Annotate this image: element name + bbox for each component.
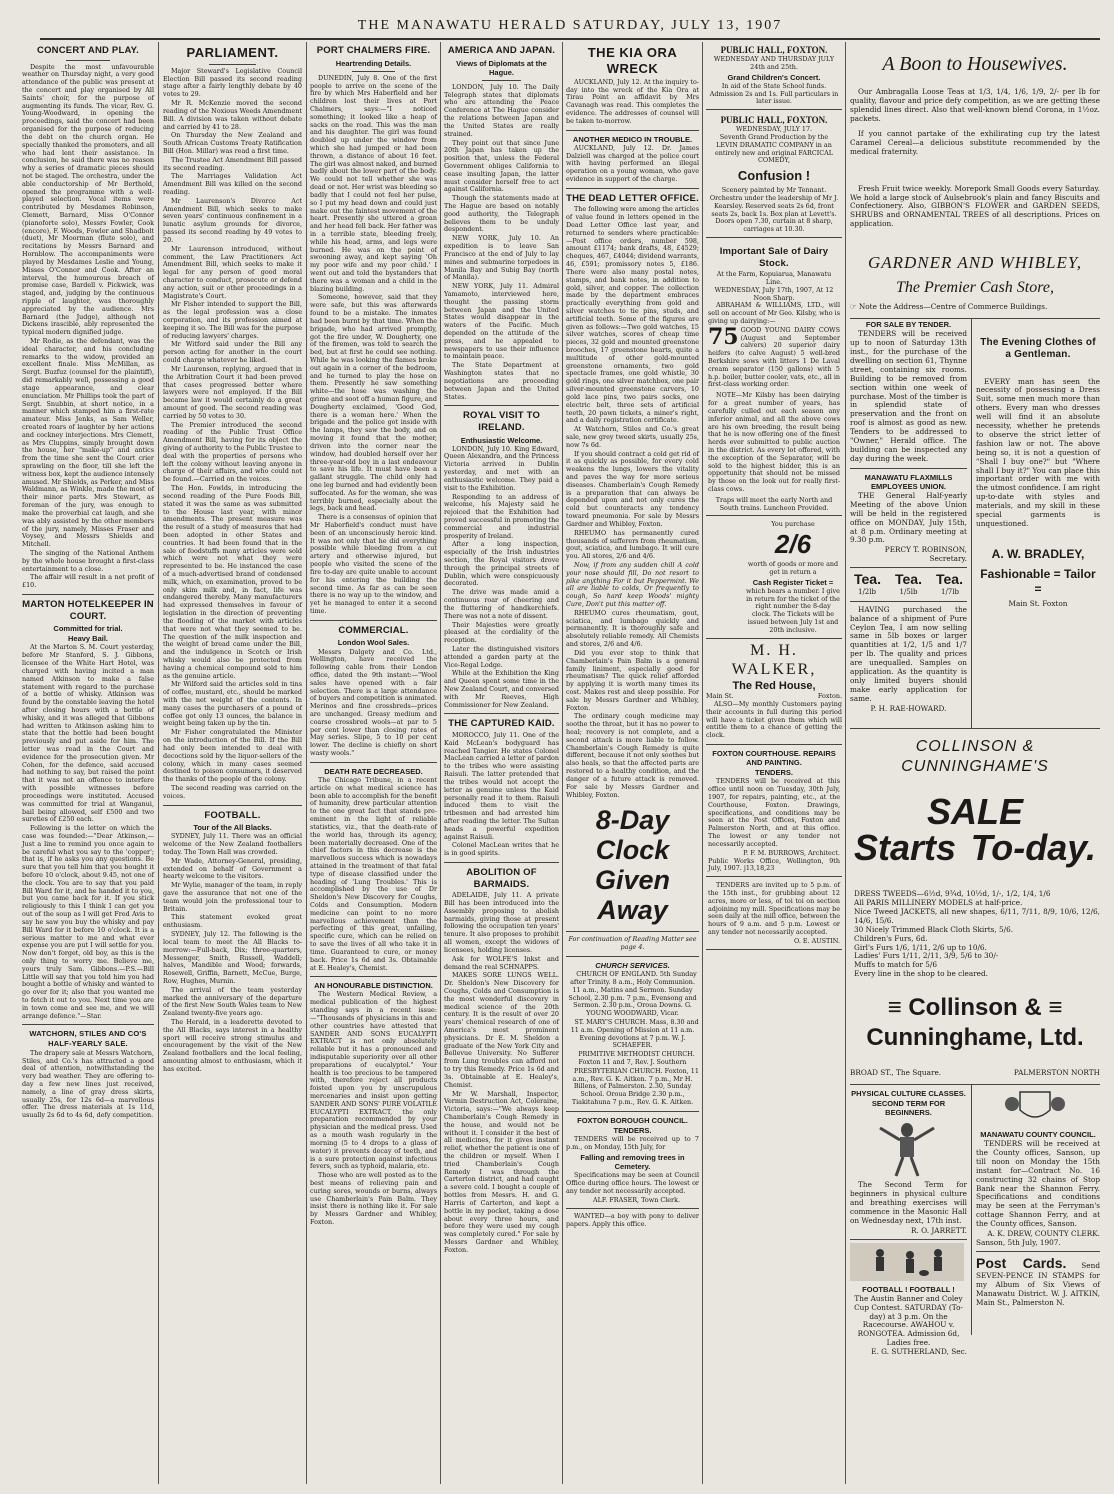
- article-paragraph: The Herald, in a leaderette devoted to the All Blacks, says interest in a healthy sport will receive strong stimulus and encouragement by the visit of the New Zealand footballers and the local feeling, amounting almost to enthusiasm, which it has excited.: [163, 1018, 302, 1073]
- church-services-title: CHURCH SERVICES.: [595, 960, 670, 970]
- subheading: Enthusiastic Welcome.: [460, 435, 543, 445]
- boon-ad: A Boon to Housewives. Our Ambragalla Loose Teas at 1/3, 1/4, 1/6, 1/9, 2/- per lb for quality, flavour and price defy competition, as we are getting these splendid lines direct. Also that well-known blend Corona, in 1½oz. packets. If you cannot partake of the exhilirating cup try the latest Caramel Cereal—a delicious substitute recommended by the medical fraternity. Fresh Fruit twice weekly. Morepork Small Goods every Saturday. We hold a large stock of Aulsebrook's plain and fancy Biscuits and Confectionery. Also, GIBBON'S FLOWER and GARDEN SEEDS, SHRUBS and ORNAMENTAL TREES of all descriptions. Prices on application. GARDNER AND WHIBLEY, The Premier Cash Store, ☞ Note the Address—Centre of Commerce Buildings.: [850, 52, 1100, 319]
- headline-medico: ANOTHER MEDICO IN TROUBLE.: [572, 134, 693, 144]
- article-paragraph: The drive was made amid a continuous roar of cheering and the fluttering of handkerchiefs. There was not a note of dissent.: [444, 588, 559, 620]
- public-hall-ad-1: PUBLIC HALL, FOXTON. WEDNESDAY AND THURSDAY JULY 24th and 25th. Grand Children's Concert. In aid of the State School funds. Admission 2s and 1s. Full particulars in later issue.: [706, 42, 842, 110]
- courthouse-tender-ad: FOXTON COURTHOUSE. REPAIRS AND PAINTING. TENDERS. TENDERS will be received at this office until noon on Tuesday, 30th July, 1907, for repairs, painting, etc., at the Courthouse, Foxton. Drawings, specifications, and conditions may be seen at the Post Offices, Foxton and Palmerston North, and at this office. The lowest or any tender not necessarily accepted. P. F. M. BURROWS, Architect. Public Works Office, Wellington, 9th July, 1907. j13,18,23: [706, 745, 842, 877]
- article-paragraph: The Western Medical Review, a medical publication of the highest standing says in a recent issue:—"Thousands of physicians in this and other countries have attested that SANDER AND SONS EUCALYPTI EXTRACT is not only absolutely reliable but it has a pronounced and indisputable superiority over all other preparations of eucalyptol." Your health is too precious to be tampered with, therefore reject all products foisted upon you by unscrupulous mercenaries and insist upon getting SANDER AND SONS' PURE VOLATILE EUCALYPTI EXTRACT, the only preparation recommended by your physician and the medical press. Used as a mouth wash regularly in the morning (5 to 4 drops to a glass of water) it prevents decay of teeth, and is a sure protection against infectious fevers, such as typhoid, malaria, etc.: [310, 990, 437, 1171]
- article-paragraph: Mr Wylie, manager of the team, in reply gave the assurance that not one of the team would join the professional tour to Britain.: [163, 881, 302, 913]
- article-paragraph: At the Marton S. M. Court yesterday, before Mr Stanford, S. J. Gibbons, licensee of the White Hart Hotel, was charged with having incited a man named Atkinson to make a false statement with regard to the purchase of a bottle of whisky. Atkinson was found by the constable leaving the hotel after closing hours with a bottle of whisky, and it was alleged that Gibbons had written to Atkinson asking him to state that the bottle had been bought previously and put aside for him. The letter was read in the Court and evidence for the prosecution given. Mr Cohen, for the defence, said accused had nothing to say, but raised the point that it was not an offence to interfere with possible witnesses before proceedings were instituted. Accused was committed for trial at Wanganui, bail being allowed, self £500 and two sureties of £250 each.: [22, 643, 154, 824]
- church-listing: ST. MARY'S CHURCH. Mass, 8.30 and 11 a.m. Opening of Mission at 11 a.m. Evening devotions at 7 p.m. W. J. SCHAEFER.: [570, 1017, 699, 1050]
- tender-signature: ALF. FRASER, Town Clerk.: [592, 1195, 681, 1204]
- athlete-illustration: [850, 1118, 964, 1178]
- article-paragraph: If you should contract a cold get rid of it as quickly as possible, for every cold weakens the lungs, lowers the vitality and paves the way for more serious diseases. Chamberlain's Cough Remedy is a preparation that can always be depended upon and not only cures the cold but counteracts any tendency toward pneumonia. For sale by Messrs Gardner and Whibley, Foxton.: [566, 449, 699, 528]
- article-paragraph: Mr Laurenson introduced, without comment, the Law Practitioners Act Amendment Bill, which seeks to make it legal for any person of good moral character to conduct, prosecute or defend any action, suit or other proceedings in a Magistrate's Court.: [163, 244, 302, 300]
- tea-ad: Tea. Tea. Tea. 1/2lb 1/5lb 1/7lb HAVING purchased the balance of a shipment of Pure Ceylon Tea, I am now selling same in 5lb boxes or larger quantities at 1/2, 1/5 and 1/7 per lb. The quality and prices are unequalled. Samples on application. As the quantity is only limited buyers should make early application for same. P. H. RAE-HOWARD.: [850, 571, 967, 713]
- church-listing: PRIMITIVE METHODIST CHURCH. Foxton 11 and 7, Rev. J. Southern: [578, 1050, 695, 1067]
- column-rule: [440, 42, 441, 1484]
- article-paragraph: The following were among the articles of value found in letters opened in the Dead Letter Office last year, and returned to senders where practicable:—Post office orders, number 598, amount £1174; bank drafts, 48, £4529; cheques, 467, £4044; dividend warrants, 46, £591; promissory notes 5, £186. There were also many postal notes, stamps, and bank notes, in addition to gold, silver, and copper. The collection made by the department embraces practically everything from gold and silver watches to tie pins, studs, and artificial teeth. Some of the figures are given as follows:—Two gold watches, 15 silver watches, scores of cheap time pieces, 32 gold and mounted greenstone brooches, 17 greenstone hearts, quite a multitude of other gold-mounted greenstone ornaments, two gold spectacle frames, one gold whistle, 30 gold rings, one silver matchbox, one pair silver-mounted greenstone carvers, 10 gold lace pins, two pairs socks, one electric belt, three sets of artificial teeth, 20 pawn tickets, a miner's right, and a daily registration certificate.: [566, 205, 699, 425]
- column-rule: [702, 42, 703, 1484]
- headline-commercial: COMMERCIAL.: [338, 624, 409, 636]
- tender-sale-ad: FOR SALE BY TENDER. TENDERS will be received up to noon of Saturday 13th inst., for the purchase of the dwelling on section 61, Thynne street, containing six rooms. Building to be removed from section within one week of purchase. Most of the timber is in splendid state of preservation and the front on roof is almost as good as new. Tenders to be addressed to "Owner," Herald office. The building can be inspected any day during the week.: [850, 320, 967, 469]
- headline-port-chalmers: PORT CHALMERS FIRE.: [316, 45, 431, 56]
- article-paragraph: Mr Laurenson, replying, argued that in the Arbitration Court it had been proved that cases progressed better where lawyers were not employed. If the Bill became law it would certainly do a great amount of good. The second reading was carried by 50 votes to 30.: [163, 364, 302, 420]
- article-paragraph: The drapery sale at Messrs Watchorn, Stiles, and Co.'s has attracted a good deal of attention, notwithstanding the very bad weather. They are offering to-day a few new lines just received, namely, a line of gray dress skirts, usually 25s, for 12s 6d—a marvellous offer. The dress materials at 1s 11d, usually 2s 6d to 4s 6d, defy competition.: [22, 1048, 154, 1120]
- article-paragraph: ADELAIDE, July 11. A private Bill has been introduced into the Assembly proposing to abolish barmaids, giving those at present following the occupation ten years' tenure. It also proposes to prohibit all women, except the widows of licensees, holding licenses.: [444, 891, 559, 954]
- column-rule: [306, 42, 307, 1484]
- sale-item: 30 Nicely Trimmed Black Cloth Skirts, 5/6.: [854, 924, 1014, 934]
- post-cards-ad: Post Cards. Send SEVEN-PENCE IN STAMPS for my Album of Six Views of Manawatu District. W. J. AITKIN, Main St., Palmerston N.: [976, 1254, 1100, 1307]
- clock-purchase-ad: You purchase 2/6 worth of goods or more and get in return a Cash Register Ticket = which bears a number. I give in return for the ticket of the right number the 8-day clock. The Tickets will be issued between July 1st and 20th inclusive.: [706, 518, 842, 638]
- article-paragraph: RHEUMO has permanently cured thousands of sufferers from rheumatism, gout, sciatica, and lumbago. It will cure you. All stores, 2/6 and 4/6.: [566, 528, 699, 561]
- sale-item: Girl's Furs 1/6, 1/11, 2/6 up to 10/6.: [854, 942, 987, 952]
- headline-watchorn: WATCHORN, STILES AND CO'S HALF-YEARLY SALE.: [29, 1029, 147, 1048]
- article-paragraph: AUCKLAND, July 12. At the inquiry to-day into the wreck of the Kia Ora at Tirau Point an affidavit by Mrs Cavanagh was read. This completes the evidence. The addresses of counsel will be taken to-morrow.: [566, 77, 699, 125]
- headline-captured-kaid: THE CAPTURED KAID.: [448, 718, 555, 730]
- headline-distinction: AN HONOURABLE DISTINCTION.: [314, 981, 433, 991]
- tender-item: Falling and removing trees in Cemetery.: [580, 1152, 685, 1171]
- article-paragraph: The singing of the National Anthem by the whole house brought a first-class entertainment to a close.: [22, 548, 154, 573]
- column-rule: [158, 42, 159, 1484]
- article-paragraph: The Trustee Act Amendment Bill passed its second reading.: [163, 155, 302, 172]
- sale-item: Ladies' Furs 1/11, 2/11, 3/9, 5/6 to 30/-: [854, 951, 999, 961]
- sale-item: Every line in the shop to be cleared.: [854, 969, 988, 979]
- football-ad: FOOTBALL ! FOOTBALL ! The Austin Banner and Coley Cup Contest. SATURDAY (To-day) at 3 p.m. On the Racecourse. AWAHOU v. RONGOTEA. Admission 6d, Ladies free. E. G. SUTHERLAND, Sec.: [850, 1240, 967, 1357]
- article-paragraph: NEW YORK, July 10. An expedition is to leave San Francisco at the end of July to lay mines and submarine torpedoes in Manila Bay and Subig Bay (north of Manila).: [444, 234, 559, 282]
- continuation-note: For continuation of Reading Matter see page 4.: [568, 935, 697, 952]
- church-listing: PRESBYTERIAN CHURCH. Foxton, 11 a.m., Rev. G. K. Aitken. 7 p.m., Mr H. Billens, of Palmerston. 2.30, Sunday School. Oroua Bridge 2.30 p.m., Tiakitahuna 7 p.m., Rev. G. K. Aitken.: [571, 1066, 699, 1107]
- article-paragraph: Mr Witford said under the Bill any person acting for another in the court could charge whatever he liked.: [163, 340, 302, 365]
- column-2: [163, 42, 302, 1484]
- article-paragraph: The Premier introduced the second reading of the Public Trust Office Amendment Bill, having for its object the giving of authority to the Public Trustee to deal with the properties of persons who left the colony without leaving anyone in charge of their affairs, and who could not be found.—Carried on the voices.: [163, 420, 302, 484]
- tenders-label: TENDERS.: [613, 1126, 652, 1136]
- article-paragraph: AUCKLAND, July 12. Dr. James Dalziell was charged at the police court with having performed an illegal operation on a young woman, who gave evidence in support of the charge.: [566, 143, 699, 183]
- foxton-council-title: FOXTON BOROUGH COUNCIL.: [577, 1115, 688, 1125]
- article-paragraph: Despite the most unfavourable weather on Thursday night, a very good attendance of the public was present at the concert and play organised by All Saints' choir, for the purpose of augmenting its funds. The vicar, Rev. G. Young-Woodward, in opening the proceedings, said the concert had been organised for the purpose of reducing the debt on the church organ. He specially thanked the promoters, and all who had lent their assistance. In conclusion, he said there was no reason why a series of dramatic pieces should not be staged. The orchestra, under the able conductorship of Mr Berthold, opened the programme with a well-played selection. Vocal items were contributed by Mesdames Robinson, Clemett, Barnard, Miss O'Connor (pianoforte solo), Messrs Fowler, Cook (encore), F. Woods, Fowler and Shadbolt (duet), Mr Moorman (flute solo), and recitations by Messrs Barnard and Hornblow. The accompaniments were played by Mesdames Leslie and Young, Misses O'Connor and Cook. After an interval, the humourous breach of promise case, Bardell v. Pickwick, was staged, and, judging by the continuous ripple of laughter, was thoroughly appreciated by the audience. Mrs Barnard (the Judge), although not Dickens irascible, ably represented the typical modern dignified judge.: [22, 62, 154, 337]
- article-paragraph: Colonel MacLean writes that he is in good spirits.: [444, 841, 559, 858]
- article-paragraph: SYDNEY, July 11. There was an official welcome of the New Zealand footballers today. The Town Hall was crowded.: [163, 832, 302, 856]
- article-paragraph: MAKES SORE LUNGS WELL. Dr. Sheldon's New Discovery for Coughs, Colds and Consumption is the most wonderful discovery in medical science of the 20th century. It is the result of over 20 years' chemical research of one of America's most prominent physicians. Dr E. M. Sheldon a graduate of the New York City and Bellevue University. No Sufferer from Lung troubles can afford not to try this Remedy. Price 1s 6d and 3s. Obtainable at E. Healey's, Chemist.: [444, 971, 559, 1089]
- tender-text: TENDERS will be received up to 7 p.m., on Monday, 15th July, for: [566, 1135, 699, 1151]
- walker-ad: M. H. WALKER, The Red House, Main St. Foxton. ALSO—My monthly Customers paying their accounts in full during this period will have a ticket given them which will entitle them to a chance of getting the clock.: [706, 641, 842, 745]
- article-paragraph: Now, if from any sudden chill A cold your nose should fill, Do not resort to pike anything For it but Peppermint. We all are liable to colds, Or frequently to cough, So hard keep Woods' mighty Cure, Don't put this matter off.: [566, 560, 699, 608]
- article-paragraph: After a long inspection, especially of the Irish industries section, the Royal visitors drove through the principal streets of Dublin, which were conspicuously decorated.: [444, 540, 559, 588]
- article-paragraph: The ordinary cough medicine may soothe the throat, but it has no power to heal; recovery is not complete, and a second attack is more liable to follow. Chamberlain's Cough Remedy is quite different, because it not only soothes but also heals, so that the affected parts are restored to a healthy condition, and the danger of a future attack is removed. For sale by Messrs Gardner and Whibley, Foxton.: [566, 712, 699, 799]
- article-paragraph: LONDON, July 10. King Edward, Queen Alexandra, and the Princess Victoria arrived in Dublin yesterday, and met with an enthusiastic welcome. They paid a visit to the Exhibition.: [444, 444, 559, 492]
- football-players-illustration: [850, 1243, 964, 1281]
- article-paragraph: Mr Fisher congratulated the Minister on the introduction of the Bill. If the Bill had only been intended to deal with decoctions sold by the liquor-sellers of the colony, which in many cases seemed destined to poison consumers, it deserved the thanks of the people of the colony.: [163, 728, 302, 784]
- article-paragraph: The arrival of the team yesterday marked the anniversary of the departure of the first New South Wales team to New Zealand twenty-five years ago.: [163, 985, 302, 1018]
- article-paragraph: Their Majesties were greatly pleased at the cordiality of the reception.: [444, 620, 559, 645]
- headline-kia-ora: THE KIA ORA WRECK: [587, 45, 678, 76]
- article-paragraph: NEW YORK, July 11. Admiral Yamamoto, interviewed here, thought the passing storm between Japan and the United States would disappear in the waters of the Pacific. Much depended on the attitude of the press, and he appealed to newspapers to use their influence to maintain peace.: [444, 282, 559, 361]
- article-paragraph: Though the statements made at The Hague are based on notably good authority, the Telegraph believes them to be unduly despondent.: [444, 194, 559, 234]
- article-paragraph: SYDNEY, July 12. The following is the local team to meet the All Blacks to-morrow:—Full-back, Dix; three-quarters, Messenger, Smith, Russell, Waddell; halves, Mandible and Wood; forwards, Rosewell, Griffin, Barnett, McCue, Burge, Row, Hughes, Murnin.: [163, 930, 302, 985]
- subheading: Tour of the All Blacks.: [193, 823, 272, 833]
- article-paragraph: Did you ever stop to think that Chamberlain's Pain Balm is a general family liniment, especially good for rheumatism? The quick relief afforded by applying it is worth many times its cost. Makes rest and sleep possible. For sale by Messrs Gardner and Whibley, Foxton.: [566, 648, 699, 712]
- article-paragraph: Later the distinguished visitors attended a garden party at the Vice-Regal Lodge.: [444, 644, 559, 669]
- article-paragraph: The affair will result in a net profit of £10.: [22, 573, 154, 590]
- subheading: London Wool Sales.: [337, 638, 410, 648]
- subheading: Heavy Bail.: [67, 634, 109, 644]
- article-paragraph: Mr Laurenson's Divorce Act Amendment Bill, which seeks to make seven years' continuous confinement in a lunatic asylum grounds for divorce, passed its second reading by 49 votes to 20.: [163, 196, 302, 244]
- column-3: [310, 42, 437, 1484]
- article-paragraph: Following is the letter on which the case was founded:—"Dear Atkinson,—Just a line to remind you once again to be careful what you say to the 'copper'; that is, if he asks you any questions. Be sure that you tell him that you bought it before 10 o'clock, about 9.45, not one of the clock. You are to say that you paid Bill Ward for it, and he handed it to you, but you came back for it. If you stick religiously to this I think I can get you out of the soup as I will get Fred Avis to say he saw you buy the whisky and pay Bill Ward for it before 10 o'clock. It is a serious matter to me and what ever expense you are put I will settle for you. Now don't forget, old boy, as this is the only thing to worry me. Believe me, yours truly Sam. Gibbons.—P.S.—Bill Little will say that you told him you had bought a bottle of whisky and wanted to go over for it; also that you wanted me to fetch it out to you. Next time you are in town come and see me, and we will arrange defence."—Star.: [22, 824, 154, 1020]
- wanted-ad: WANTED—a boy with pony to deliver papers. Apply this office.: [566, 1212, 699, 1229]
- article-paragraph: This statement evoked great enthusiasm.: [163, 913, 302, 930]
- collinson-sale-ad: COLLINSON & CUNNINGHAME'S SALE Starts To-day. DRESS TWEEDS—6½d, 9¾d, 10½d, 1/-, 1/2, 1/4, 1/6 All PARIS MILLINERY MODELS at half-price. Nice Tweed JACKETS, all new shapes, 6/11, 7/11, 8/9, 10/6, 12/6, 14/6, 15/6. 30 Nicely Trimmed Black Cloth Skirts, 5/6. Children's Furs, 6d. Girl's Furs 1/6, 1/11, 2/6 up to 10/6. Ladies' Furs 1/11, 2/11, 3/9, 5/6 to 30/- Muffs to match for 5/6 Every line in the shop to be cleared. ≡ Collinson & ≡ Cunninghame, Ltd. BROAD ST., The Square. PALMERSTON NORTH: [850, 729, 1100, 1085]
- article-paragraph: Major Steward's Legislative Council Election Bill passed its second reading stage after a fairly lengthly debate by 40 votes to 29.: [163, 66, 302, 99]
- headline-parliament: PARLIAMENT.: [186, 45, 279, 60]
- subheading: Views of Diplomats at the Hague.: [456, 58, 547, 77]
- headline-football: FOOTBALL.: [204, 809, 261, 821]
- headline-dead-letter: THE DEAD LETTER OFFICE.: [566, 192, 699, 204]
- article-paragraph: MOROCCO, July 11. One of the Kaid McLean's bodyguard has reached Tangier. He states Colonel MacLean carried a letter of pardon to the tribes who were assisting Raisuli. The latter pretended that the tribes would not accept the letter as genuine unless the Kaid personally read it to them. Raisuli induced them to visit the tribesmen and had arrested him after reading the letter. The Sultan heads a powerful expedition against Raisuli.: [444, 731, 559, 841]
- column-rule: [845, 42, 846, 1484]
- pointing-hand-icon: ☞: [850, 302, 857, 312]
- headline-barmaids: ABOLITION OF BARMAIDS.: [466, 867, 537, 890]
- masthead: THE MANAWATU HERALD SATURDAY, JULY 13, 1907: [40, 14, 1100, 40]
- column-7: [850, 42, 1100, 1484]
- article-paragraph: Mr Wilford said the articles sold in tins of coffee, mustard, etc., should be marked with the net weight of the contents. In many cases the purchasers of a pound of coffee got only 13 ounces, the balance in weight being taken up by the tin.: [163, 680, 302, 728]
- article-paragraph: DUNEDIN, July 8. One of the first people to arrive on the scene of the fire by which Mrs Haberfield and her children lost their lives at Port Chalmers, says:—"I noticed something; it looked like a heap of sacks on the road. This was the man and his daughter. The girl was found doubled up under the window from which she had jumped or had been thrown, a distance of about 16 feet. The girl was almost naked, and burned badly about the lower part of the body. We could not tell whether she was dead or not. Her wrist was bleeding so badly that I could not feel her pulse, so I put my head down and could just make out the faintest movement of the heart. Presently she uttered a groan and her head fell back. Her father was in a terrible state, bleeding freely, while his head, arms, and legs were burned. He was on the point of swooning away, and kept saying 'Oh my poor wife and my poor child.' I went out and told the bystanders that there was a woman and a child in the blazing building.: [310, 73, 437, 293]
- tender-text: Specifications may be seen at Council Office during office hours. The lowest or any tender not necessarily accepted.: [566, 1171, 699, 1195]
- subheading: Heartrending Details.: [335, 58, 412, 68]
- article-paragraph: Mr W. Marshall, Inspector, Vermin Destruction Act, Coleraine, Victoria, says:—"We always keep Chamberlain's Cough Remedy in the house, and would not be without it. I consider it the best of all medicines, for it gives instant relief, whether the patient is one of the children or myself. When I tried Chamberlain's Cough Remedy I was through the Carterton district, and had caught a severe cold. I bought a couple of bottles from Messrs. H. and G. Harris of Carterton, and kept a bottle in my pocket, taking a dose about every three hours, and before they were used my cough was completely cured." For sale by Messrs Gardner and Whibley, Foxton.: [444, 1089, 559, 1254]
- headline-marton: MARTON HOTELKEEPER IN COURT.: [22, 599, 154, 622]
- church-listing: CHURCH OF ENGLAND. 5th Sunday after Trinity. 8 a.m., Holy Communion. 11 a.m., Matins and Sermon. Sunday School, 2.30 p.m. 7 p.m., Evensong and Sermon. 2.30 p.m., Oroua Downs. G. YOUNG WOODWARD, Vicar.: [568, 970, 697, 1018]
- coat-of-arms-icon: [976, 1088, 1094, 1126]
- headline-death-rate: DEATH RATE DECREASED.: [324, 766, 423, 776]
- physical-culture-ad: PHYSICAL CULTURE CLASSES. SECOND TERM FOR BEGINNERS. The Second Term for beginners in physical culture and breathing exercises will commence in the Masonic Hall on Wednesday next, 17th inst. R. O. JARRETT.: [850, 1085, 967, 1240]
- sale-item: Nice Tweed JACKETS, all new shapes, 6/11, 7/11, 8/9, 10/6, 12/6, 14/6, 15/6.: [854, 907, 1100, 925]
- article-paragraph: Someone, however, said that they were safe, but this was afterwards found to be a mistake. The inmates had been burnt by that time. When the brigade, who had arrived promptly, got the fire under, W. Dougherty, one of the firemen, was told to search the bed, but at first he could see nothing. While he was looking the flames broke out again in a corner of the bedroom, and he turned to play the hose on them. Presently he saw something white—the hose was washing the grime and soot off a human figure, and Dougherty exclaimed, 'Good God, there is a woman here.' When the brigade and the police got inside with the lamps, they saw the body, and on moving it found that the mother, driven into the corner near the window, had doubled herself over her three-year-old boy in a last endeavour to save his life. It must have been a gallant struggle. The child only had one leg burned and had evidently been suffocated. As for the woman, she was terribly burned, especially about the legs, back and head.: [310, 293, 437, 513]
- article-paragraph: The second reading was carried on the voices.: [163, 783, 302, 800]
- sale-item: Muffs to match for 5/6: [854, 960, 938, 970]
- sale-item: DRESS TWEEDS—6½d, 9¾d, 10½d, 1/-, 1/2, 1/4, 1/6: [854, 889, 1051, 899]
- article-paragraph: Mr Rodie, as the defendant, was the ideal character, and his concluding remarks to the widow, provided an excellent finale. Miss McMillan, as Sergt. Buzfuz (counsel for the plaintiff), did remarkably well, possessing a good stage appearance, and clear enunciation. Mr Phillips took the part of Sergt. Snubbin, at short notice, in a manner which stamped him a first-rate amateur. Miss Jenks, as Sam Weller, created roars of laughter by her actions and cockney interjections. Mrs Clemett, as Mrs Cluppins, simply brought down the house, her "make-up" and antics from the time she sent the Court crier sprawling on the floor, till she left the witness box, kept the audience intensely amused. Mr Shields, as Perker, and Miss Waldmann, as Winkle, made the most of their minor parts. Mrs Stewart, as foreman of the jury, was enough to make the proverbial cat laugh, and she was ably assisted by the other members of the jury, namely, Misses Fraser and Voysey, and Messrs Shields and Mitchell.: [22, 337, 154, 549]
- article-paragraph: The Marriages Validation Act Amendment Bill was killed on the second reading.: [163, 172, 302, 197]
- article-paragraph: Mr R. McKenzie moved the second reading of the Noxious Weeds Amendment Bill. A division was taken without debate and carried by 41 to 28.: [163, 99, 302, 131]
- column-1: [22, 42, 154, 1484]
- article-paragraph: Ask for WOLFE'S Inkst and demand the real SCHNAPPS.: [444, 954, 559, 971]
- dairy-sale-ad: Important Sale of Dairy Stock. At the Farm, Kopuiarua, Manawatu Line. WEDNESDAY, July 17th, 1907, At 12 Noon Sharp. ABRAHAM & WILLIAMS, LTD., will sell on account of Mr Geo. Kilsby, who is giving up dairying:— 75 GOOD YOUNG DAIRY COWS (August and September calvers) 20 superior dairy heifers (to calve August) 5 well-bred Berkshire sows with litters 1 De Laval cream separator (150 gallons) with 5 h.p. boiler, butter cooler, vats, etc., all in first-class working order. NOTE—Mr Kilsby has been dairying for a great number of years, has carefully culled out each season any inferior animal, and all the above cows are his own breeding, the result being that he is now offering one of the finest herds ever submitted to public auction in the district. As every lot offered, with the exception of the Separator, will be sold to the highest bidder, this is an opportunity that should not be missed by those on the look out for really first-class cows. Traps will meet the early North and South trains. Luncheon Provided.: [706, 240, 842, 517]
- article-paragraph: Responding to an address of welcome, his Majesty said he rejoiced that the Exhibition had proved successful in promoting the commercial and industrial prosperity of Ireland.: [444, 492, 559, 540]
- article-paragraph: Mr Fisher intended to support the Bill, as the legal profession was a close corporation, and its profession aimed at keeping it so. The Bill was for the purpose of reducing lawyers' charges.: [163, 300, 302, 340]
- article-paragraph: On Thursday the New Zealand and South African Customs Treaty Ratification Bill (Hon. Millar) was read a first time.: [163, 131, 302, 155]
- column-5: [566, 42, 699, 1484]
- article-paragraph: The Chicago Tribune, in a recent article on what medical science has been able to accomplish for the benefit of humanity, drew particular attention to the one great fact that stands pre-eminent in the light of reliable statistics, viz., that the death-rate of the world has, through its agency, been materially decreased. One of the chief factors in this decrease is the marvellous success which is nowadays attained in the treatment of that fatal type of disease classified under the heading of 'Lung Troubles.' This is accomplished by the use of Dr Sheldon's New Discovery for Coughs, Colds and Consumption. Modern medicine can point to no more marvellous achievement than the perfecting of this great, unfailing, specific cure, which can be relied on to save the lives of all who take it in time. Guaranteed to cure, or money back. Price 1s 6d and 3s. Obtainable at E. Healey's, Chemist.: [310, 776, 437, 972]
- public-hall-ad-2: PUBLIC HALL, FOXTON. WEDNESDAY, JULY 17. Seventh Grand Production by the LEVIN DRAMATIC COMPANY in an entirely new and original FARCICAL COMEDY, Confusion ! Scenery painted by Mr Tennant. Orchestra under the leadership of Mr J. Kearsley. Reserved seats 2s 6d, front seats 2s, back 1s. Box plan at Levett's. Doors open 7.30, curtain at 8 sharp, carriages at 10.30.: [706, 112, 842, 238]
- grubbing-tender-ad: TENDERS are invited up to 5 p.m. of the 15th inst., for grubbing about 12 acres, more or less, of toi toi on section adjoining my mill. Specifications may be seen daily at the mill office, between the hours of 9 a.m. and 5 p.m. Lowest or any tender not necessarily accepted. O. E. AUSTIN.: [706, 879, 842, 950]
- article-paragraph: RHEUMO cures rheumatism, gout, sciatica, and lumbago quickly and permanently. It is thoroughly safe and absolutely reliable remedy. All Chemists and stores, 2/6 and 4/6.: [566, 608, 699, 649]
- headline-royal-visit: ROYAL VISIT TO IRELAND.: [462, 410, 541, 433]
- county-council-ad: MANAWATU COUNTY COUNCIL. TENDERS will be received at the County offices, Sanson, up till noon on Monday the 15th instant for—Contract No. 16 constructing 32 chains of Stop Bank near the Shannon Ferry. Specifications and conditions may be seen at the Ferryman's cottage Shannon Ferry, and at the County offices, Sanson. A. K. DREW, COUNTY CLERK. Sanson, 5th July, 1907.: [976, 1085, 1100, 1252]
- sale-item: All PARIS MILLINERY MODELS at half-price.: [854, 898, 1023, 908]
- article-paragraph: While at the Exhibition the King and Queen spent some time in the New Zealand Court, and conversed with Mr Reeves, High Commissioner for New Zealand.: [444, 669, 559, 709]
- article-paragraph: At Watchorn, Stiles and Co.'s great sale, new grey tweed skirts, usually 25s, now 7s 6d.: [566, 425, 699, 449]
- article-paragraph: Messrs Dalgety and Co. Ltd., Wellington, have received the following cable from their London office, dated the 9th instant:—"Wool sales have opened with a fair selection. There is a large attendance of buyers and competition is animated. Merinos and fine crossbreds—prices are unchanged. Greasy medium and coarse crossbred wools—at par to 5 per cent lower than closing rates of May series. Slipe, 5 to 10 per cent lower. The decline is chiefly on short wasty wools.": [310, 647, 437, 758]
- column-rule: [562, 42, 563, 1484]
- article-paragraph: Those who are well posted as to the best means of relieving pain and curing sores, wounds or burns, always use Chamberlain's Pain Balm. They insist there is nothing like it. For sale by Messrs Gardner and Whibley, Foxton.: [310, 1171, 437, 1227]
- article-paragraph: The State Department at Washington states that no negotiations are proceeding between Japan and the United States.: [444, 361, 559, 401]
- evening-clothes-ad: The Evening Clothes of a Gentleman. EVERY man has seen the necessity of possessing a Dress Suit, some men much more than others. Every man who dresses well will find it an absolute necessity, whether he pretends to observe the strict letter of fashion law or not. The above being so, it is not a question of "Shall I buy one?" but "Where shall I buy it?" You can place this important order with me with the utmost confidence. I am right up-to-date with styles and materials, and my skill in these special garments is unquestioned. A. W. BRADLEY, Fashionable = Tailor = Main St. Foxton: [976, 337, 1100, 608]
- article-paragraph: There is a consensus of opinion that Mr Haberfield's conduct must have been of an unconsciously heroic kind. It was not only that he did everything possible while bleeding from a cut artery and otherwise injured, but people who visited the scene of the fire to-day are quite unable to account for his entering the building the second time. As far as can be seen there is no way up to the window, and yet he managed to enter it a second time.: [310, 513, 437, 615]
- headline-america-japan: AMERICA AND JAPAN.: [447, 45, 556, 56]
- article-paragraph: LONDON, July 10. The Daily Telegraph states that diplomats who are attending the Peace Conference at The Hague consider the relations between Japan and the United States are really strained.: [444, 82, 559, 138]
- flaxmills-union-ad: MANAWATU FLAXMILLS EMPLOYEES UNION. THE General Half-yearly Meeting of the above Union will be held in the registered office on MONDAY, July 15th, at 8 p.m. Ordinary meeting at 9.30 p.m. PERCY T. ROBINSON, Secretary.: [850, 469, 967, 568]
- article-paragraph: Mr Wade, Attorney-General, presiding, extended on behalf of Government a hearty welcome to the visitors.: [163, 856, 302, 881]
- sale-item: Children's Furs, 6d.: [854, 933, 928, 943]
- article-paragraph: They point out that since June 20th Japan has taken up the position that, unless the Federal Government obliges California to cease insulting Japan, the latter must consider herself free to act against California.: [444, 138, 559, 194]
- clock-ad-headline: 8-Day Clock Given Away: [594, 805, 671, 926]
- column-4: [444, 42, 559, 1484]
- headline-concert: CONCERT AND PLAY.: [37, 45, 139, 56]
- column-6: [706, 42, 842, 1484]
- article-paragraph: The Hon. Fowlds, in introducing the second reading of the Pure Foods Bill, stated it was the same as was submitted to the House last year, with minor amendments. The present measure was the result of a study of measures that had been adopted in other States and countries. It had been found that in the sale of foodstuffs many articles were sold which were not what they were represented to be. He instanced the case of a much-advertised brand of condensed milk, which, on examination, proved to be only skim milk and, in fact, life was endangered thereby. Many manufacturers had expressed themselves in favour of legislation in the direction of preventing the flooding of the market with articles that were not what they seemed to be. The question of the milk inspection and the weight of bread came under the Bill, and the indulgence in Scotch or Irish whisky would also be protected from having a chemical compound sold to him as the genuine article.: [163, 484, 302, 680]
- subheading: Committed for trial.: [53, 624, 123, 634]
